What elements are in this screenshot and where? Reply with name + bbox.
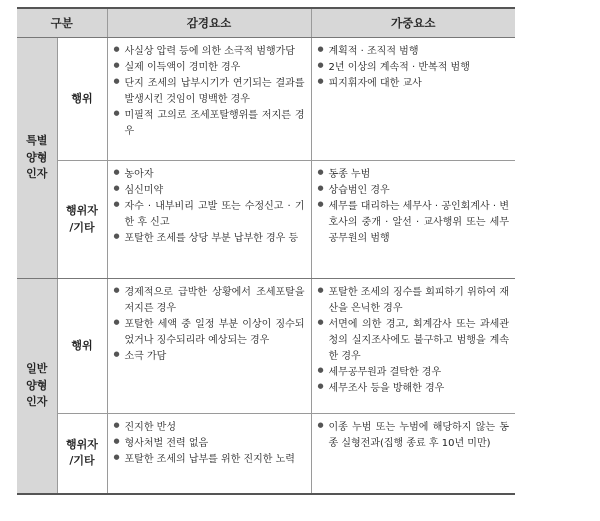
header-mitigating: 감경요소 — [107, 8, 311, 38]
list-item: ● 피지휘자에 대한 교사 — [318, 76, 510, 92]
table-body — [17, 38, 515, 494]
aggravating-cell — [311, 38, 515, 161]
list-item: ● 이종 누범 또는 누범에 해당하지 않는 동종 실형전과(집행 종료 후 10년 미만) — [318, 420, 510, 452]
table-row — [17, 38, 515, 161]
table-row — [17, 279, 515, 414]
list-item: ● 단지 조세의 납부시기가 연기되는 결과를 발생시킨 것임이 명백한 경우 — [114, 76, 305, 108]
table-header — [17, 8, 515, 38]
list-item: ● 형사처벌 전력 없음 — [114, 436, 305, 452]
factor-list — [114, 44, 305, 140]
list-item: ● 포탈한 세액 중 일정 부분 이상이 징수되었거나 징수되리라 예상되는 경우 — [114, 317, 305, 349]
list-item: ● 동종 누범 — [318, 167, 510, 183]
list-item: ● 세무를 대리하는 세무사 · 공인회계사 · 변호사의 중개 · 알선 · 교사행위 또는 세무공무원의 범행 — [318, 199, 510, 247]
header-aggravating: 가중요소 — [311, 8, 515, 38]
list-item: ● 실제 이득액이 경미한 경우 — [114, 60, 305, 76]
list-item: ● 계획적 · 조직적 범행 — [318, 44, 510, 60]
factor-list — [318, 285, 510, 397]
factor-list — [318, 167, 510, 247]
list-item: ● 경제적으로 급박한 상황에서 조세포탈을 저지른 경우 — [114, 285, 305, 317]
list-item: ● 세무조사 등을 방해한 경우 — [318, 381, 510, 397]
sub-label-actor-other: 행위자 /기타 — [57, 161, 107, 279]
list-item: ● 사실상 압력 등에 의한 소극적 범행가담 — [114, 44, 305, 60]
mitigating-cell — [107, 414, 311, 494]
list-item: ● 포탈한 조세를 상당 부분 납부한 경우 등 — [114, 231, 305, 247]
factor-list — [318, 44, 510, 92]
mitigating-cell — [107, 279, 311, 414]
list-item: ● 미필적 고의로 조세포탈행위를 저지른 경우 — [114, 108, 305, 140]
mitigating-cell — [107, 38, 311, 161]
list-item: ● 소극 가담 — [114, 349, 305, 365]
factor-list — [114, 285, 305, 365]
sub-label-behavior: 행위 — [57, 279, 107, 414]
list-item: ● 진지한 반성 — [114, 420, 305, 436]
list-item: ● 2년 이상의 계속적 · 반복적 범행 — [318, 60, 510, 76]
sentencing-factors-table-container — [17, 7, 515, 495]
list-item: ● 농아자 — [114, 167, 305, 183]
factor-list — [114, 167, 305, 247]
list-item: ● 자수 · 내부비리 고발 또는 수정신고 · 기한 후 신고 — [114, 199, 305, 231]
list-item: ● 포탈한 조세의 징수를 회피하기 위하여 재산을 은닉한 경우 — [318, 285, 510, 317]
list-item: ● 서면에 의한 경고, 회계감사 또는 과세관청의 실지조사에도 불구하고 범행을 계속한 경우 — [318, 317, 510, 365]
aggravating-cell — [311, 414, 515, 494]
factor-list — [114, 420, 305, 468]
header-row — [17, 8, 515, 38]
mitigating-cell — [107, 161, 311, 279]
sub-label-actor-other: 행위자 /기타 — [57, 414, 107, 494]
list-item: ● 세무공무원과 결탁한 경우 — [318, 365, 510, 381]
group-label-special: 특별 양형 인자 — [17, 38, 57, 279]
aggravating-cell — [311, 279, 515, 414]
header-group: 구분 — [17, 8, 107, 38]
sentencing-factors-table — [17, 7, 515, 495]
list-item: ● 심신미약 — [114, 183, 305, 199]
factor-list — [318, 420, 510, 452]
group-label-general: 일반 양형 인자 — [17, 279, 57, 494]
list-item: ● 상습범인 경우 — [318, 183, 510, 199]
table-row — [17, 414, 515, 494]
list-item: ● 포탈한 조세의 납부를 위한 진지한 노력 — [114, 452, 305, 468]
aggravating-cell — [311, 161, 515, 279]
sub-label-behavior: 행위 — [57, 38, 107, 161]
table-row — [17, 161, 515, 279]
